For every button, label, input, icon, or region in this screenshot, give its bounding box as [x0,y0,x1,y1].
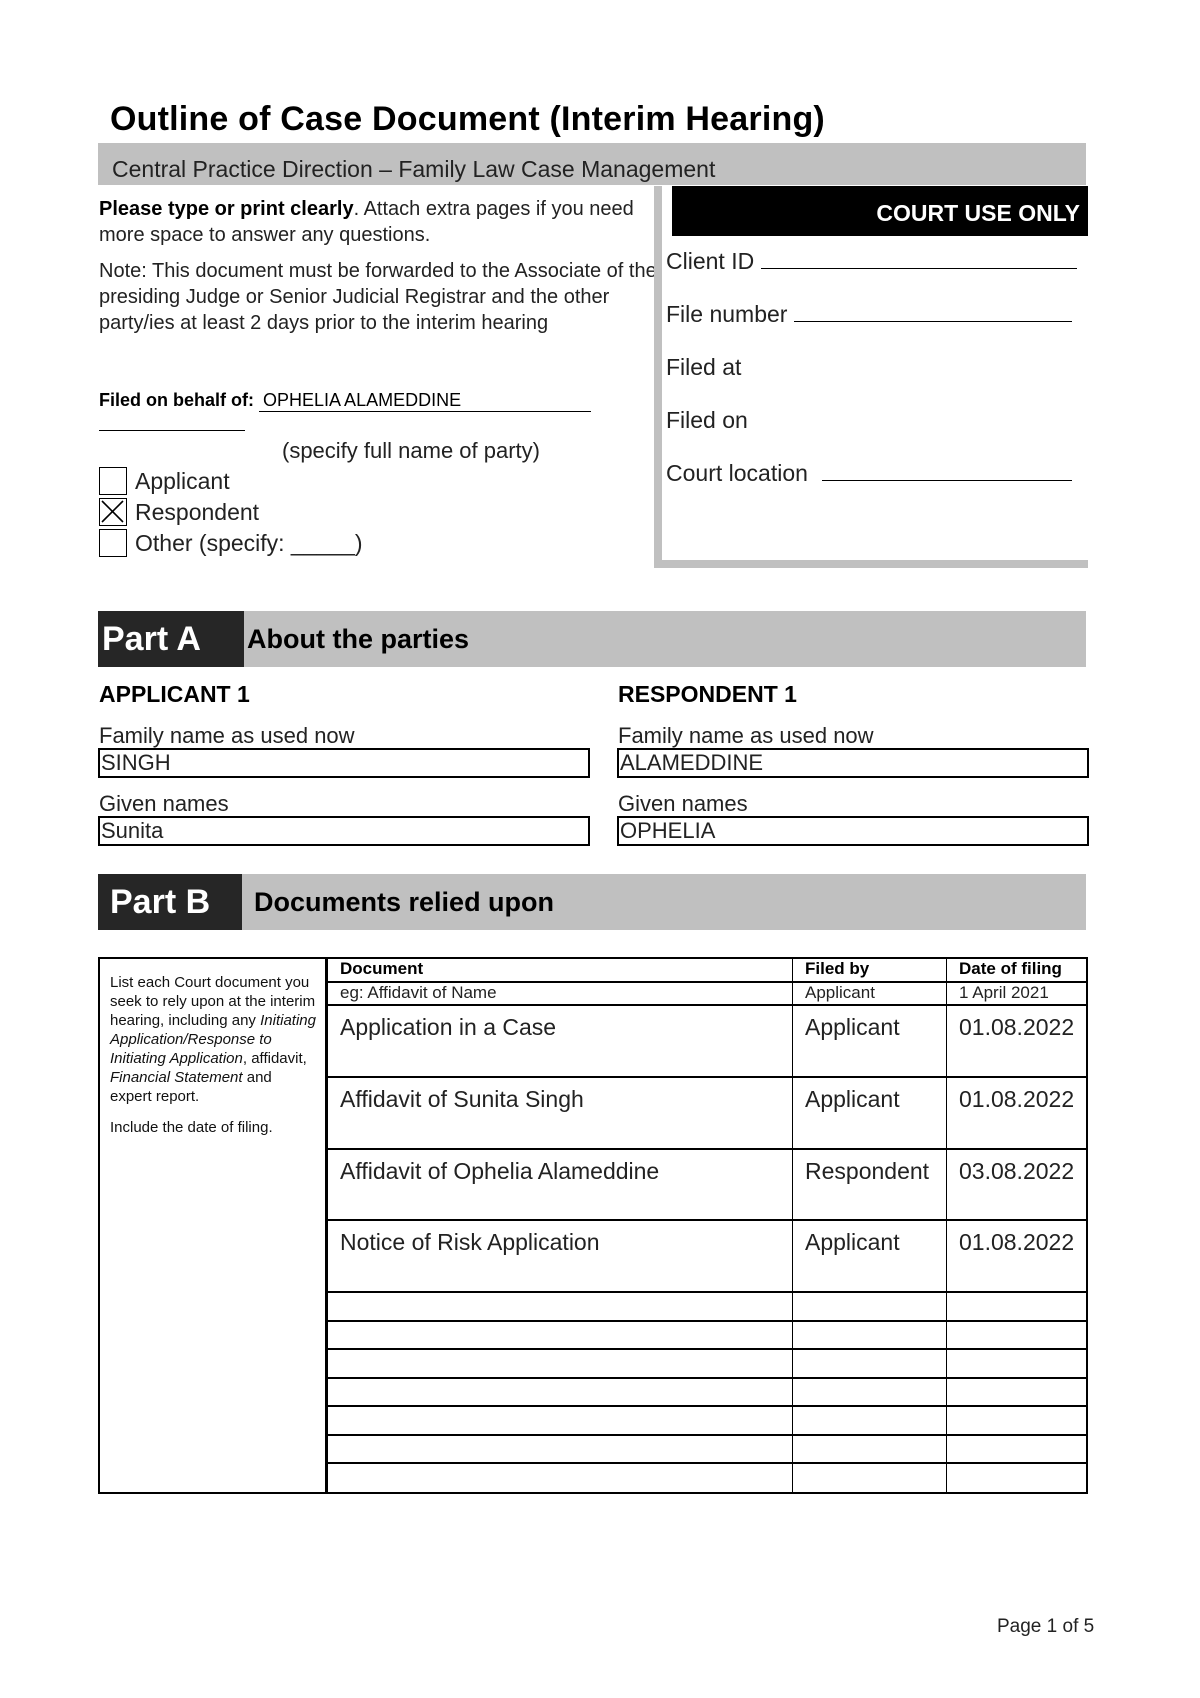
option-other[interactable] [99,528,363,558]
part-b-title: Documents relied upon [254,887,555,917]
filed-at-label: Filed at [666,354,742,380]
instr-italic-2: Financial Statement [110,1069,243,1086]
filed-on-label: Filed on [666,407,748,433]
file-number-line[interactable] [794,302,1072,322]
option-applicant-label: Applicant [135,467,230,494]
option-other-label: Other (specify: _____) [135,529,363,556]
applicant-family-input[interactable]: SINGH [98,748,590,778]
filed-on-behalf-label: Filed on behalf of: [99,390,254,410]
part-a-tag: Part A [98,611,244,667]
court-location-label: Court location [666,460,808,486]
example-date: 1 April 2021 [946,983,1088,1004]
subtitle: Central Practice Direction – Family Law Case Management [112,156,716,182]
row-date[interactable]: 03.08.2022 [946,1150,1088,1219]
instr-text-3: and expert report. [110,1069,272,1105]
file-number-label: File number [666,301,788,327]
respondent-given-label: Given names [618,791,748,816]
client-id-label: Client ID [666,248,755,274]
header-filed-by: Filed by [792,959,946,981]
intro-text [99,196,654,248]
respondent-given-input[interactable]: OPHELIA [617,816,1089,846]
page-title: Outline of Case Document (Interim Hearing) [110,100,825,138]
court-location-field[interactable] [666,460,1072,487]
row-document[interactable]: Affidavit of Ophelia Alameddine [340,1158,660,1184]
table-row[interactable] [328,1006,1088,1078]
court-location-line[interactable] [822,461,1072,481]
checkbox-other[interactable] [99,529,127,557]
client-id-line[interactable] [761,249,1077,269]
example-document: eg: Affidavit of Name [340,983,497,1002]
row-filed-by[interactable]: Respondent [792,1150,946,1219]
option-respondent[interactable] [99,497,259,527]
instr-italic-1: Initiating Application/Response to Initiating Application [110,1012,316,1067]
intro-bold: Please type or print clearly [99,198,354,220]
row-filed-by[interactable]: Applicant [792,1078,946,1148]
row-date[interactable]: 01.08.2022 [946,1006,1088,1076]
part-a-bar [98,611,1086,667]
empty-row[interactable] [328,1350,1088,1379]
empty-row[interactable] [328,1379,1088,1407]
applicant-given-label: Given names [99,791,229,816]
table-header-row [328,959,1088,983]
respondent-family-label: Family name as used now [618,723,874,748]
documents-table [328,959,1088,1492]
intro-rest: . Attach extra pages if you need more space to answer any questions. [99,198,634,246]
empty-row[interactable] [328,1322,1088,1350]
part-b-tag: Part B [98,874,242,930]
empty-row[interactable] [328,1407,1088,1436]
respondent-heading: RESPONDENT 1 [618,681,797,707]
row-document[interactable]: Application in a Case [340,1014,557,1040]
part-a-title: About the parties [247,624,470,654]
client-id-field[interactable] [666,248,1077,275]
filed-on-behalf-line [99,430,245,431]
header-document: Document [340,959,424,978]
filed-on-behalf [99,390,591,412]
court-use-box [654,186,1088,568]
checkbox-applicant[interactable] [99,467,127,495]
empty-row[interactable] [328,1293,1088,1322]
documents-section [98,957,1088,1494]
subtitle-bar [98,143,1086,185]
row-filed-by[interactable]: Applicant [792,1006,946,1076]
applicant-family-label: Family name as used now [99,723,355,748]
filed-on-behalf-input[interactable]: OPHELIA ALAMEDDINE [259,390,591,412]
table-example-row [328,983,1088,1006]
empty-row[interactable] [328,1436,1088,1464]
table-row[interactable] [328,1078,1088,1150]
documents-instructions [100,959,328,1492]
part-b-bar [98,874,1086,930]
instr-text-2: , affidavit, [242,1050,307,1067]
checkbox-respondent[interactable] [99,498,127,526]
respondent-family-input[interactable]: ALAMEDDINE [617,748,1089,778]
applicant-given-input[interactable]: Sunita [98,816,590,846]
instr-text-1: List each Court document you seek to rely upon at the interim hearing, including any [110,974,316,1029]
note-text: Note: This document must be forwarded to the Associate of the presiding Judge or Senior Judicial Registrar and the other party/ies at least 2 days prior to the interim hearing [99,260,657,334]
row-document[interactable]: Affidavit of Sunita Singh [340,1086,584,1112]
example-filed-by: Applicant [792,983,946,1004]
page-number: Page 1 of 5 [997,1616,1095,1637]
specify-hint: (specify full name of party) [282,438,540,463]
instructions-date-note: Include the date of filing. [110,1119,273,1136]
option-applicant[interactable] [99,466,230,496]
header-date: Date of filing [946,959,1088,981]
option-respondent-label: Respondent [135,498,260,525]
table-row[interactable] [328,1221,1088,1293]
check-x-icon [100,499,125,524]
applicant-heading: APPLICANT 1 [99,681,250,707]
file-number-field[interactable] [666,301,1072,328]
table-row[interactable] [328,1150,1088,1221]
row-date[interactable]: 01.08.2022 [946,1078,1088,1148]
instructions-paragraph [110,973,317,1106]
row-date[interactable]: 01.08.2022 [946,1221,1088,1291]
row-filed-by[interactable]: Applicant [792,1221,946,1291]
court-use-heading: COURT USE ONLY [672,186,1088,236]
empty-row[interactable] [328,1464,1088,1492]
row-document[interactable]: Notice of Risk Application [340,1229,600,1255]
